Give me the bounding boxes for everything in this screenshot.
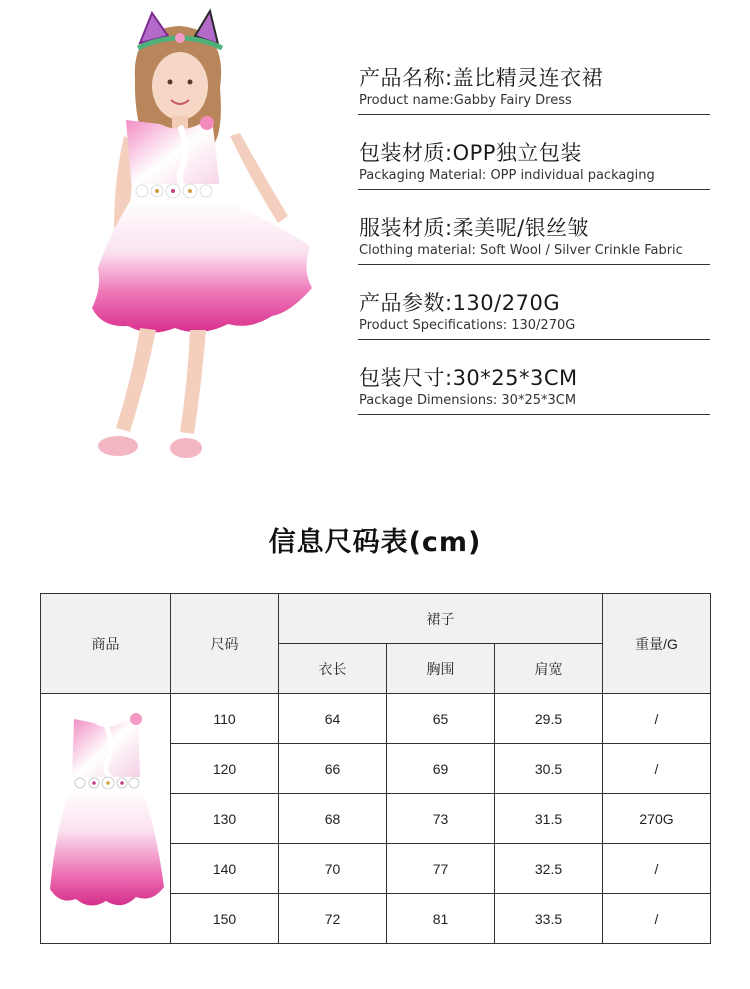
product-photo-dress (41, 694, 171, 944)
header-skirt: 裙子 (279, 594, 603, 644)
cell-chest: 73 (387, 794, 495, 844)
cell-chest: 69 (387, 744, 495, 794)
spec-product-name (358, 62, 710, 115)
header-shoulder: 肩宽 (495, 644, 603, 694)
spec-packaging-material (358, 137, 710, 190)
cell-weight: / (603, 844, 711, 894)
spec-en: Clothing material: Soft Wool / Silver Crinkle Fabric (359, 243, 683, 258)
cell-chest: 77 (387, 844, 495, 894)
cell-length: 66 (279, 744, 387, 794)
spec-list (358, 62, 710, 437)
table-row (41, 694, 711, 744)
spec-zh: 包装材质:OPP独立包装 (359, 141, 582, 165)
cell-length: 70 (279, 844, 387, 894)
cell-shoulder: 29.5 (495, 694, 603, 744)
spec-en: Package Dimensions: 30*25*3CM (359, 393, 577, 408)
spec-clothing-material (358, 212, 710, 265)
cell-weight: / (603, 744, 711, 794)
cell-weight: / (603, 694, 711, 744)
cell-shoulder: 31.5 (495, 794, 603, 844)
cell-shoulder: 33.5 (495, 894, 603, 944)
cell-size: 150 (171, 894, 279, 944)
spec-zh: 产品名称:盖比精灵连衣裙 (359, 66, 604, 90)
spec-product-specifications (358, 287, 710, 340)
size-chart-table (40, 593, 711, 944)
cell-chest: 81 (387, 894, 495, 944)
spec-package-dimensions (358, 362, 710, 415)
cell-chest: 65 (387, 694, 495, 744)
cell-shoulder: 32.5 (495, 844, 603, 894)
cell-length: 68 (279, 794, 387, 844)
header-chest: 胸围 (387, 644, 495, 694)
cell-shoulder: 30.5 (495, 744, 603, 794)
cell-weight: 270G (603, 794, 711, 844)
size-chart-title: 信息尺码表(cm) (268, 527, 482, 558)
cell-length: 72 (279, 894, 387, 944)
spec-en: Product name:Gabby Fairy Dress (359, 93, 572, 108)
cell-size: 110 (171, 694, 279, 744)
header-size: 尺码 (171, 594, 279, 694)
cell-size: 120 (171, 744, 279, 794)
header-weight: 重量/G (603, 594, 711, 694)
cell-size: 130 (171, 794, 279, 844)
product-photo-model (40, 8, 330, 478)
header-product: 商品 (41, 594, 171, 694)
spec-en: Packaging Material: OPP individual packaging (359, 168, 655, 183)
spec-zh: 服装材质:柔美呢/银丝皱 (359, 216, 590, 240)
header-length: 衣长 (279, 644, 387, 694)
cell-size: 140 (171, 844, 279, 894)
cell-weight: / (603, 894, 711, 944)
spec-zh: 产品参数:130/270G (359, 291, 561, 315)
spec-zh: 包装尺寸:30*25*3CM (359, 366, 578, 390)
cell-length: 64 (279, 694, 387, 744)
spec-en: Product Specifications: 130/270G (359, 318, 576, 333)
